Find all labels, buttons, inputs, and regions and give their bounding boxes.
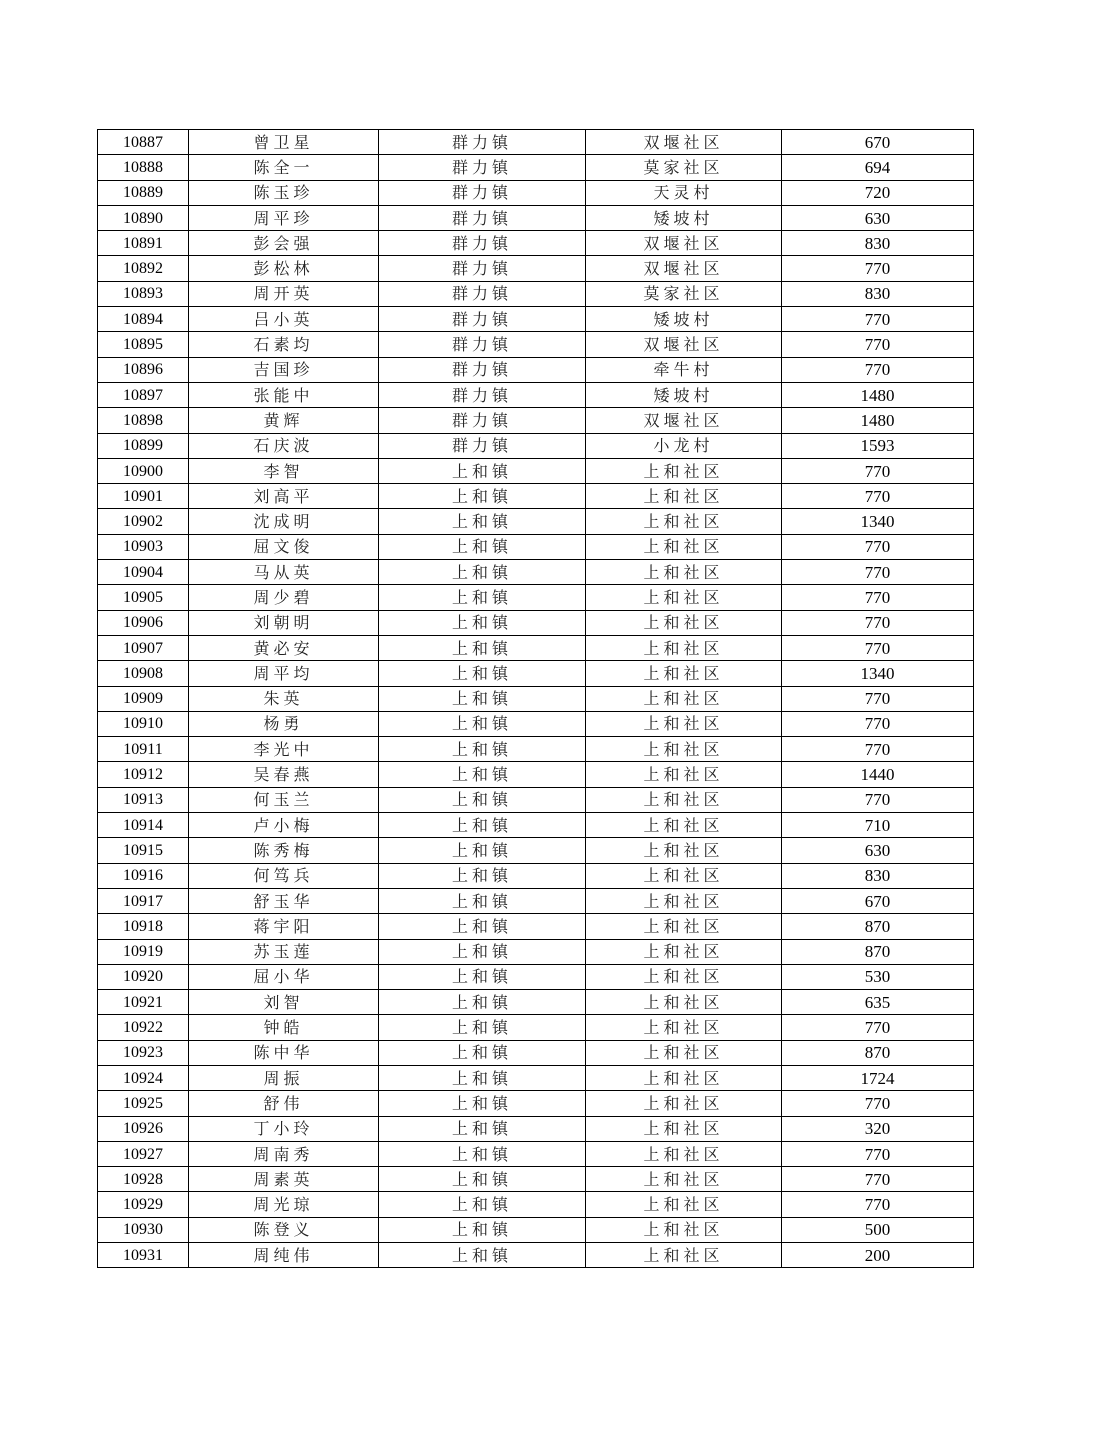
amount-cell: 1593 <box>782 433 974 458</box>
community-cell: 上和社区 <box>586 711 782 736</box>
amount-cell: 530 <box>782 964 974 989</box>
community-cell: 双堰社区 <box>586 231 782 256</box>
row-id-cell: 10896 <box>98 357 189 382</box>
table-row <box>98 939 974 964</box>
amount-cell: 320 <box>782 1116 974 1141</box>
person-name-cell: 蒋宇阳 <box>189 914 379 939</box>
community-cell: 上和社区 <box>586 484 782 509</box>
table-row <box>98 762 974 787</box>
row-id-cell: 10920 <box>98 964 189 989</box>
row-id-cell: 10925 <box>98 1091 189 1116</box>
row-id-cell: 10891 <box>98 231 189 256</box>
person-name-cell: 屈小华 <box>189 964 379 989</box>
person-name-cell: 舒玉华 <box>189 888 379 913</box>
amount-cell: 770 <box>782 686 974 711</box>
table-row <box>98 155 974 180</box>
town-cell: 群力镇 <box>379 357 586 382</box>
community-cell: 上和社区 <box>586 838 782 863</box>
table-row <box>98 914 974 939</box>
community-cell: 双堰社区 <box>586 130 782 155</box>
amount-cell: 770 <box>782 1192 974 1217</box>
row-id-cell: 10890 <box>98 205 189 230</box>
amount-cell: 870 <box>782 914 974 939</box>
row-id-cell: 10926 <box>98 1116 189 1141</box>
community-cell: 上和社区 <box>586 762 782 787</box>
row-id-cell: 10897 <box>98 382 189 407</box>
community-cell: 小龙村 <box>586 433 782 458</box>
town-cell: 上和镇 <box>379 737 586 762</box>
person-name-cell: 周振 <box>189 1065 379 1090</box>
person-name-cell: 陈玉珍 <box>189 180 379 205</box>
community-cell: 矮坡村 <box>586 307 782 332</box>
town-cell: 上和镇 <box>379 635 586 660</box>
row-id-cell: 10908 <box>98 661 189 686</box>
person-name-cell: 卢小梅 <box>189 813 379 838</box>
amount-cell: 1340 <box>782 661 974 686</box>
row-id-cell: 10927 <box>98 1141 189 1166</box>
person-name-cell: 石素均 <box>189 332 379 357</box>
community-cell: 莫家社区 <box>586 155 782 180</box>
amount-cell: 830 <box>782 863 974 888</box>
table-row <box>98 863 974 888</box>
community-cell: 上和社区 <box>586 585 782 610</box>
person-name-cell: 彭会强 <box>189 231 379 256</box>
row-id-cell: 10930 <box>98 1217 189 1242</box>
amount-cell: 770 <box>782 307 974 332</box>
row-id-cell: 10924 <box>98 1065 189 1090</box>
row-id-cell: 10887 <box>98 130 189 155</box>
row-id-cell: 10904 <box>98 560 189 585</box>
row-id-cell: 10910 <box>98 711 189 736</box>
community-cell: 矮坡村 <box>586 205 782 230</box>
town-cell: 上和镇 <box>379 1192 586 1217</box>
table-row <box>98 1243 974 1268</box>
person-name-cell: 杨勇 <box>189 711 379 736</box>
person-name-cell: 刘高平 <box>189 484 379 509</box>
table-row <box>98 408 974 433</box>
person-name-cell: 沈成明 <box>189 509 379 534</box>
community-cell: 上和社区 <box>586 787 782 812</box>
community-cell: 上和社区 <box>586 686 782 711</box>
row-id-cell: 10913 <box>98 787 189 812</box>
person-name-cell: 石庆波 <box>189 433 379 458</box>
table-row <box>98 1040 974 1065</box>
community-cell: 双堰社区 <box>586 256 782 281</box>
person-name-cell: 张能中 <box>189 382 379 407</box>
amount-cell: 770 <box>782 585 974 610</box>
town-cell: 群力镇 <box>379 205 586 230</box>
town-cell: 上和镇 <box>379 610 586 635</box>
row-id-cell: 10921 <box>98 990 189 1015</box>
row-id-cell: 10895 <box>98 332 189 357</box>
town-cell: 群力镇 <box>379 332 586 357</box>
amount-cell: 500 <box>782 1217 974 1242</box>
community-cell: 上和社区 <box>586 1141 782 1166</box>
row-id-cell: 10916 <box>98 863 189 888</box>
table-row <box>98 281 974 306</box>
person-name-cell: 周平均 <box>189 661 379 686</box>
table-row <box>98 205 974 230</box>
person-name-cell: 朱英 <box>189 686 379 711</box>
amount-cell: 770 <box>782 787 974 812</box>
community-cell: 天灵村 <box>586 180 782 205</box>
table-row <box>98 1167 974 1192</box>
amount-cell: 870 <box>782 1040 974 1065</box>
town-cell: 上和镇 <box>379 1167 586 1192</box>
row-id-cell: 10931 <box>98 1243 189 1268</box>
amount-cell: 770 <box>782 357 974 382</box>
community-cell: 上和社区 <box>586 1116 782 1141</box>
town-cell: 群力镇 <box>379 408 586 433</box>
person-name-cell: 彭松林 <box>189 256 379 281</box>
community-cell: 上和社区 <box>586 990 782 1015</box>
amount-cell: 870 <box>782 939 974 964</box>
row-id-cell: 10900 <box>98 458 189 483</box>
amount-cell: 770 <box>782 711 974 736</box>
community-cell: 上和社区 <box>586 964 782 989</box>
town-cell: 群力镇 <box>379 307 586 332</box>
person-name-cell: 周南秀 <box>189 1141 379 1166</box>
person-name-cell: 周素英 <box>189 1167 379 1192</box>
row-id-cell: 10902 <box>98 509 189 534</box>
town-cell: 上和镇 <box>379 711 586 736</box>
amount-cell: 770 <box>782 332 974 357</box>
town-cell: 上和镇 <box>379 1141 586 1166</box>
row-id-cell: 10901 <box>98 484 189 509</box>
community-cell: 上和社区 <box>586 1091 782 1116</box>
amount-cell: 770 <box>782 635 974 660</box>
table-row <box>98 610 974 635</box>
table-row <box>98 1116 974 1141</box>
table-row <box>98 534 974 559</box>
community-cell: 上和社区 <box>586 610 782 635</box>
amount-cell: 770 <box>782 534 974 559</box>
row-id-cell: 10905 <box>98 585 189 610</box>
person-name-cell: 黄辉 <box>189 408 379 433</box>
town-cell: 上和镇 <box>379 787 586 812</box>
town-cell: 上和镇 <box>379 458 586 483</box>
table-row <box>98 1192 974 1217</box>
table-row <box>98 130 974 155</box>
table-row <box>98 838 974 863</box>
amount-cell: 630 <box>782 205 974 230</box>
table-row <box>98 686 974 711</box>
table-row <box>98 256 974 281</box>
town-cell: 上和镇 <box>379 1116 586 1141</box>
amount-cell: 770 <box>782 560 974 585</box>
community-cell: 上和社区 <box>586 458 782 483</box>
amount-cell: 830 <box>782 231 974 256</box>
person-name-cell: 吉国珍 <box>189 357 379 382</box>
community-cell: 牵牛村 <box>586 357 782 382</box>
amount-cell: 830 <box>782 281 974 306</box>
row-id-cell: 10909 <box>98 686 189 711</box>
amount-cell: 710 <box>782 813 974 838</box>
person-name-cell: 苏玉莲 <box>189 939 379 964</box>
table-row <box>98 458 974 483</box>
amount-cell: 770 <box>782 1091 974 1116</box>
town-cell: 上和镇 <box>379 990 586 1015</box>
amount-cell: 1480 <box>782 382 974 407</box>
person-name-cell: 周少碧 <box>189 585 379 610</box>
row-id-cell: 10929 <box>98 1192 189 1217</box>
town-cell: 上和镇 <box>379 863 586 888</box>
amount-cell: 770 <box>782 737 974 762</box>
table-row <box>98 787 974 812</box>
row-id-cell: 10911 <box>98 737 189 762</box>
amount-cell: 770 <box>782 256 974 281</box>
person-name-cell: 陈中华 <box>189 1040 379 1065</box>
person-name-cell: 刘朝明 <box>189 610 379 635</box>
row-id-cell: 10899 <box>98 433 189 458</box>
town-cell: 上和镇 <box>379 1243 586 1268</box>
community-cell: 双堰社区 <box>586 332 782 357</box>
amount-cell: 1480 <box>782 408 974 433</box>
person-name-cell: 李光中 <box>189 737 379 762</box>
row-id-cell: 10914 <box>98 813 189 838</box>
person-name-cell: 周纯伟 <box>189 1243 379 1268</box>
row-id-cell: 10889 <box>98 180 189 205</box>
amount-cell: 720 <box>782 180 974 205</box>
table-row <box>98 1091 974 1116</box>
row-id-cell: 10898 <box>98 408 189 433</box>
person-name-cell: 黄必安 <box>189 635 379 660</box>
town-cell: 上和镇 <box>379 914 586 939</box>
town-cell: 上和镇 <box>379 484 586 509</box>
amount-cell: 770 <box>782 610 974 635</box>
person-name-cell: 陈登义 <box>189 1217 379 1242</box>
community-cell: 上和社区 <box>586 939 782 964</box>
person-name-cell: 曾卫星 <box>189 130 379 155</box>
town-cell: 上和镇 <box>379 686 586 711</box>
row-id-cell: 10888 <box>98 155 189 180</box>
table-row <box>98 332 974 357</box>
town-cell: 上和镇 <box>379 534 586 559</box>
town-cell: 群力镇 <box>379 382 586 407</box>
table-row <box>98 509 974 534</box>
amount-cell: 770 <box>782 458 974 483</box>
row-id-cell: 10919 <box>98 939 189 964</box>
person-name-cell: 周光琼 <box>189 1192 379 1217</box>
amount-cell: 200 <box>782 1243 974 1268</box>
community-cell: 上和社区 <box>586 914 782 939</box>
table-row <box>98 888 974 913</box>
table-row <box>98 1015 974 1040</box>
town-cell: 上和镇 <box>379 585 586 610</box>
community-cell: 上和社区 <box>586 813 782 838</box>
amount-cell: 670 <box>782 888 974 913</box>
row-id-cell: 10922 <box>98 1015 189 1040</box>
table-row <box>98 484 974 509</box>
table-row <box>98 737 974 762</box>
table-row <box>98 1141 974 1166</box>
community-cell: 上和社区 <box>586 863 782 888</box>
community-cell: 上和社区 <box>586 737 782 762</box>
community-cell: 上和社区 <box>586 1192 782 1217</box>
table-row <box>98 990 974 1015</box>
beneficiary-table <box>97 129 974 1268</box>
town-cell: 群力镇 <box>379 180 586 205</box>
community-cell: 双堰社区 <box>586 408 782 433</box>
person-name-cell: 舒伟 <box>189 1091 379 1116</box>
row-id-cell: 10893 <box>98 281 189 306</box>
person-name-cell: 吕小英 <box>189 307 379 332</box>
community-cell: 上和社区 <box>586 1065 782 1090</box>
amount-cell: 1340 <box>782 509 974 534</box>
row-id-cell: 10912 <box>98 762 189 787</box>
person-name-cell: 钟皓 <box>189 1015 379 1040</box>
community-cell: 矮坡村 <box>586 382 782 407</box>
table-body <box>98 130 974 1268</box>
person-name-cell: 刘智 <box>189 990 379 1015</box>
table-row <box>98 813 974 838</box>
town-cell: 群力镇 <box>379 281 586 306</box>
community-cell: 上和社区 <box>586 1167 782 1192</box>
amount-cell: 635 <box>782 990 974 1015</box>
row-id-cell: 10917 <box>98 888 189 913</box>
town-cell: 群力镇 <box>379 433 586 458</box>
town-cell: 上和镇 <box>379 1217 586 1242</box>
amount-cell: 670 <box>782 130 974 155</box>
table-row <box>98 382 974 407</box>
community-cell: 上和社区 <box>586 661 782 686</box>
community-cell: 上和社区 <box>586 635 782 660</box>
town-cell: 上和镇 <box>379 1065 586 1090</box>
amount-cell: 770 <box>782 1167 974 1192</box>
amount-cell: 770 <box>782 1015 974 1040</box>
table-row <box>98 180 974 205</box>
row-id-cell: 10894 <box>98 307 189 332</box>
row-id-cell: 10892 <box>98 256 189 281</box>
amount-cell: 770 <box>782 484 974 509</box>
row-id-cell: 10915 <box>98 838 189 863</box>
town-cell: 上和镇 <box>379 838 586 863</box>
town-cell: 上和镇 <box>379 762 586 787</box>
row-id-cell: 10906 <box>98 610 189 635</box>
row-id-cell: 10928 <box>98 1167 189 1192</box>
person-name-cell: 周开英 <box>189 281 379 306</box>
town-cell: 上和镇 <box>379 509 586 534</box>
person-name-cell: 屈文俊 <box>189 534 379 559</box>
table-row <box>98 585 974 610</box>
row-id-cell: 10918 <box>98 914 189 939</box>
community-cell: 上和社区 <box>586 1243 782 1268</box>
person-name-cell: 何笃兵 <box>189 863 379 888</box>
person-name-cell: 丁小玲 <box>189 1116 379 1141</box>
table-row <box>98 661 974 686</box>
town-cell: 上和镇 <box>379 888 586 913</box>
town-cell: 群力镇 <box>379 155 586 180</box>
town-cell: 上和镇 <box>379 939 586 964</box>
table-row <box>98 307 974 332</box>
person-name-cell: 陈全一 <box>189 155 379 180</box>
table-row <box>98 964 974 989</box>
person-name-cell: 陈秀梅 <box>189 838 379 863</box>
table-row <box>98 357 974 382</box>
community-cell: 上和社区 <box>586 1217 782 1242</box>
table-row <box>98 711 974 736</box>
amount-cell: 694 <box>782 155 974 180</box>
person-name-cell: 马从英 <box>189 560 379 585</box>
town-cell: 群力镇 <box>379 130 586 155</box>
town-cell: 上和镇 <box>379 813 586 838</box>
town-cell: 上和镇 <box>379 1040 586 1065</box>
community-cell: 上和社区 <box>586 534 782 559</box>
town-cell: 上和镇 <box>379 964 586 989</box>
community-cell: 上和社区 <box>586 1015 782 1040</box>
row-id-cell: 10923 <box>98 1040 189 1065</box>
person-name-cell: 李智 <box>189 458 379 483</box>
table-row <box>98 1065 974 1090</box>
amount-cell: 630 <box>782 838 974 863</box>
amount-cell: 1440 <box>782 762 974 787</box>
table-row <box>98 433 974 458</box>
town-cell: 上和镇 <box>379 1091 586 1116</box>
community-cell: 上和社区 <box>586 560 782 585</box>
table-row <box>98 231 974 256</box>
community-cell: 上和社区 <box>586 1040 782 1065</box>
town-cell: 上和镇 <box>379 661 586 686</box>
community-cell: 莫家社区 <box>586 281 782 306</box>
town-cell: 上和镇 <box>379 1015 586 1040</box>
town-cell: 群力镇 <box>379 256 586 281</box>
community-cell: 上和社区 <box>586 888 782 913</box>
row-id-cell: 10907 <box>98 635 189 660</box>
amount-cell: 770 <box>782 1141 974 1166</box>
row-id-cell: 10903 <box>98 534 189 559</box>
person-name-cell: 周平珍 <box>189 205 379 230</box>
table-row <box>98 1217 974 1242</box>
table-row <box>98 560 974 585</box>
town-cell: 群力镇 <box>379 231 586 256</box>
amount-cell: 1724 <box>782 1065 974 1090</box>
person-name-cell: 何玉兰 <box>189 787 379 812</box>
person-name-cell: 吴春燕 <box>189 762 379 787</box>
table-row <box>98 635 974 660</box>
community-cell: 上和社区 <box>586 509 782 534</box>
town-cell: 上和镇 <box>379 560 586 585</box>
